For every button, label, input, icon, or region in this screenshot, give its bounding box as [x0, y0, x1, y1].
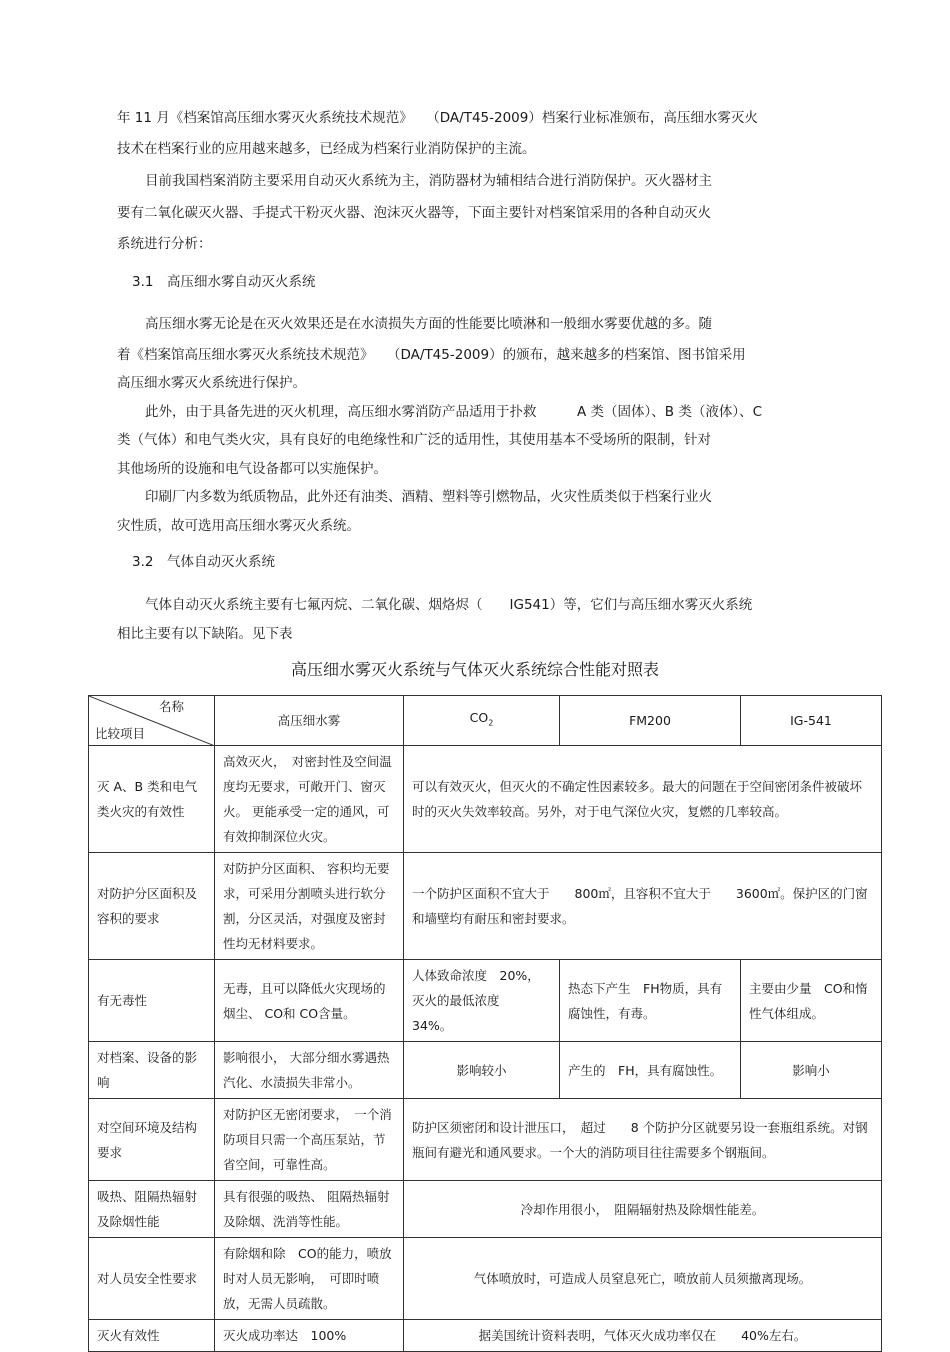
- table-row: [89, 1320, 882, 1352]
- row-label: 吸热、阻隔热辐射及除烟性能: [89, 1181, 215, 1238]
- cell-mist: 影响很小， 大部分细水雾遇热汽化、水渍损失非常小。: [215, 1042, 404, 1099]
- row-label: 灭火有效性: [89, 1320, 215, 1352]
- cell-mist: 高效灭火， 对密封性及空间温度均无要求，可敞开门、窗灭火。 更能承受一定的通风，可有效抑制深位火灾。: [215, 746, 404, 853]
- corner-bottom-label: 比较项目: [95, 726, 146, 741]
- cell-gas: 冷却作用很小， 阻隔辐射热及除烟性能差。: [404, 1181, 882, 1238]
- cell-gas: 一个防护区面积不宜大于 800㎡，且容积不宜大于 3600㎡。保护区的门窗和墙壁均有耐压和密封要求。: [404, 853, 882, 960]
- row-label: 灭 A、B 类和电气类火灾的有效性: [89, 746, 215, 853]
- paragraph-line: 高压细水雾灭火系统进行保护。: [117, 375, 306, 391]
- paragraph-line: 要有二氧化碳灭火器、手提式干粉灭火器、泡沫灭火器等，下面主要针对档案馆采用的各种自动灭火: [117, 205, 711, 221]
- header-co2-text: CO: [469, 710, 489, 726]
- cell-mist: 有除烟和除 CO的能力，喷放时对人员无影响， 可即时喷放，无需人员疏散。: [215, 1238, 404, 1320]
- row-label: 对空间环境及结构要求: [89, 1099, 215, 1181]
- table-caption: 高压细水雾灭火系统与气体灭火系统综合性能对照表: [290, 660, 659, 679]
- header-fm200: FM200: [560, 696, 741, 746]
- cell-fm200: 产生的 FH，具有腐蚀性。: [560, 1042, 741, 1099]
- paragraph-line: 系统进行分析：: [117, 236, 212, 252]
- cell-mist: 灭火成功率达 100%: [215, 1320, 404, 1352]
- cell-co2: 影响较小: [404, 1042, 560, 1099]
- paragraph-line: 年 11 月《档案馆高压细水雾灭火系统技术规范》 （DA/T45-2009）档案行业标准颁布，高压细水雾灭火: [117, 110, 758, 126]
- cell-ig541: 影响小: [741, 1042, 882, 1099]
- paragraph-line: 技术在档案行业的应用越来越多，已经成为档案行业消防保护的主流。: [117, 141, 536, 157]
- row-label: 对防护分区面积及容积的要求: [89, 853, 215, 960]
- row-label: 对档案、设备的影响: [89, 1042, 215, 1099]
- table-row: [89, 1099, 882, 1181]
- paragraph-line: 高压细水雾无论是在灭火效果还是在水渍损失方面的性能要比喷淋和一般细水雾要优越的多。随: [145, 316, 712, 332]
- table-row: [89, 1042, 882, 1099]
- paragraph-line: 印刷厂内多数为纸质物品，此外还有油类、酒精、塑料等引燃物品，火灾性质类似于档案行业火: [145, 489, 712, 505]
- table-row: [89, 746, 882, 853]
- paragraph-line: 其他场所的设施和电气设备都可以实施保护。: [117, 461, 387, 477]
- corner-top-label: 名称: [158, 699, 184, 714]
- comparison-table: [88, 695, 882, 1352]
- paragraph-line: 着《档案馆高压细水雾灭火系统技术规范》 （DA/T45-2009）的颁布，越来越多的档案馆、图书馆采用: [117, 347, 746, 363]
- cell-gas: 防护区须密闭和设计泄压口， 超过 8 个防护分区就要另设一套瓶组系统。对钢瓶间有避光和通风要求。一个大的消防项目往往需要多个钢瓶间。: [404, 1099, 882, 1181]
- diagonal-header-cell: [89, 696, 215, 746]
- cell-co2: 人体致命浓度 20%，灭火的最低浓度 34%。: [404, 960, 560, 1042]
- cell-gas: 据美国统计资料表明，气体灭火成功率仅在 40%左右。: [404, 1320, 882, 1352]
- row-label: 有无毒性: [89, 960, 215, 1042]
- cell-mist: 对防护区无密闭要求， 一个消防项目只需一个高压泵站，节省空间，可靠性高。: [215, 1099, 404, 1181]
- table-row: [89, 853, 882, 960]
- cell-gas: 气体喷放时，可造成人员窒息死亡，喷放前人员须撤离现场。: [404, 1238, 882, 1320]
- paragraph-line: 类（气体）和电气类火灾，具有良好的电绝缘性和广泛的适用性，其使用基本不受场所的限制，针对: [117, 432, 711, 448]
- paragraph-line: 相比主要有以下缺陷。见下表: [117, 626, 293, 642]
- cell-mist: 具有很强的吸热、 阻隔热辐射及除烟、洗消等性能。: [215, 1181, 404, 1238]
- table-header-row: [89, 696, 882, 746]
- header-co2: [404, 696, 560, 746]
- paragraph-line: 此外，由于具备先进的灭火机理，高压细水雾消防产品适用于扑救 A 类（固体）、B 类（液体）、C: [145, 404, 763, 420]
- header-co2-subscript: 2: [488, 718, 494, 728]
- cell-gas: 可以有效灭火，但灭火的不确定性因素较多。最大的问题在于空间密闭条件被破坏时的灭火失效率较高。另外，对于电气深位火灾，复燃的几率较高。: [404, 746, 882, 853]
- section-heading: 3.2 气体自动灭火系统: [132, 554, 275, 570]
- cell-ig541: 主要由少量 CO和惰性气体组成。: [741, 960, 882, 1042]
- cell-mist: 无毒，且可以降低火灾现场的烟尘、 CO和 CO含量。: [215, 960, 404, 1042]
- paragraph-line: 灾性质，故可选用高压细水雾灭火系统。: [117, 518, 360, 534]
- section-heading: 3.1 高压细水雾自动灭火系统: [132, 274, 316, 290]
- table-row: [89, 1238, 882, 1320]
- header-ig541: IG-541: [741, 696, 882, 746]
- row-label: 对人员安全性要求: [89, 1238, 215, 1320]
- table-row: [89, 960, 882, 1042]
- table-row: [89, 1181, 882, 1238]
- cell-fm200: 热态下产生 FH物质，具有腐蚀性，有毒。: [560, 960, 741, 1042]
- paragraph-line: 气体自动灭火系统主要有七氟丙烷、二氧化碳、烟烙烬（ IG541）等，它们与高压细水雾灭火系统: [145, 597, 753, 613]
- header-mist: 高压细水雾: [215, 696, 404, 746]
- paragraph-line: 目前我国档案消防主要采用自动灭火系统为主，消防器材为辅相结合进行消防保护。灭火器材主: [145, 173, 712, 189]
- cell-mist: 对防护分区面积、 容积均无要求，可采用分割喷头进行软分割，分区灵活，对强度及密封性均无材料要求。: [215, 853, 404, 960]
